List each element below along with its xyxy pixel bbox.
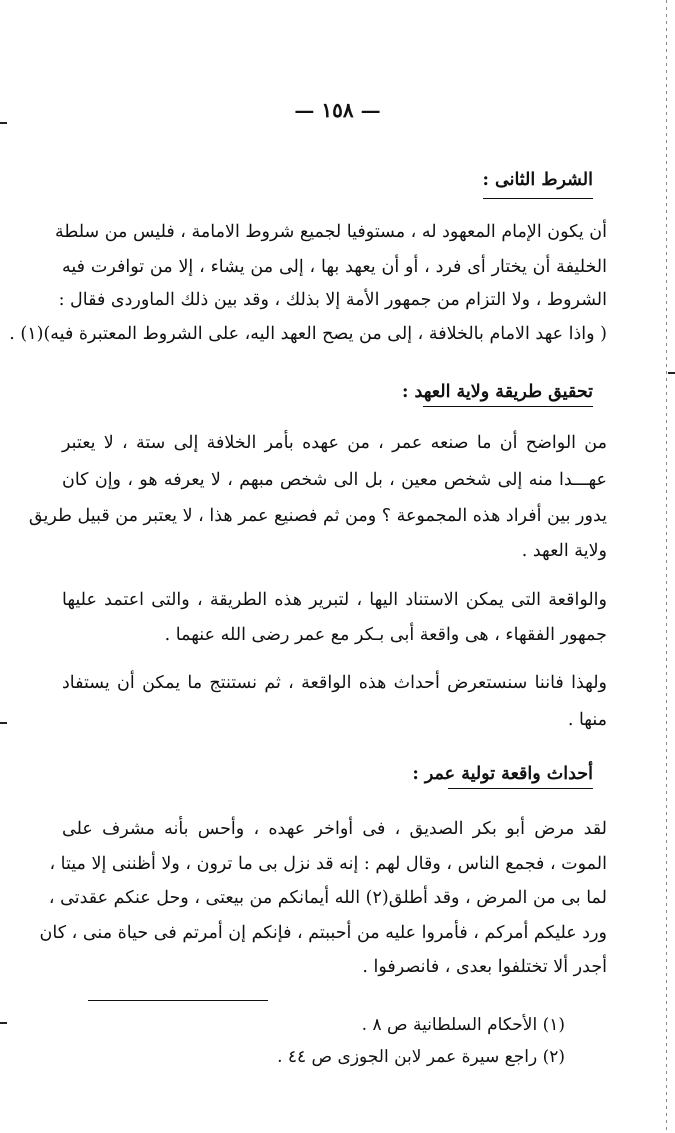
text-line: جمهور الفقهاء ، هى واقعة أبى بـكر مع عمر رضى الله عنهما . [164,625,607,645]
text-line: والواقعة التى يمكن الاستناد اليها ، لتبرير هذه الطريقة ، والتى اعتمد عليها [62,590,607,610]
footnote-separator [88,1000,268,1001]
section-heading: أحداث واقعة تولية عمر : [412,764,593,784]
text-line: ( واذا عهد الامام بالخلافة ، إلى من يصح العهد اليه، على الشروط المعتبرة فيه)(١) . [9,324,607,344]
text-line: لما بى من المرض ، وقد أطلق(٢) الله أيمانكم من بيعتى ، وحل عنكم عقدتى ، [48,888,607,908]
section-heading: الشرط الثانى : [482,170,593,190]
heading-underline [448,788,593,789]
text-line: ولاية العهد . [521,541,607,561]
text-line: يدور بين أفراد هذه المجموعة ؟ ومن ثم فصنيع عمر هذا ، لا يعتبر من قبيل طريق [28,506,607,526]
text-line: الخليفة أن يختار أى فرد ، أو أن يعهد بها ، إلى من يشاء ، إلا من توافرت فيه [62,257,607,277]
heading-underline [483,198,593,199]
footnote: (٢) راجع سيرة عمر لابن الجوزى ص ٤٤ . [277,1047,565,1067]
margin-mark [0,1022,7,1024]
text-line: أن يكون الإمام المعهود له ، مستوفيا لجميع شروط الامامة ، فليس من سلطة [54,222,607,242]
text-line: عهـــدا منه إلى شخص معين ، بل الى شخص مبهم ، لا يعرفه هو ، وإن كان [62,470,607,490]
footnote: (١) الأحكام السلطانية ص ٨ . [361,1015,565,1035]
text-line: الشروط ، ولا التزام من جمهور الأمة إلا بذلك ، وقد بين ذلك الماوردى فقال : [58,290,607,310]
text-line: الموت ، فجمع الناس ، وقال لهم : إنه قد نزل بى ما ترون ، ولا أظننى إلا ميتا ، [49,854,607,874]
text-line: أجدر ألا تختلفوا بعدى ، فانصرفوا . [362,957,607,977]
section-heading: تحقيق طريقة ولاية العهد : [402,382,593,402]
text-line: لقد مرض أبو بكر الصديق ، فى أواخر عهده ، وأحس بأنه مشرف على [62,819,607,839]
text-line: ولهذا فاننا سنستعرض أحداث هذه الواقعة ، ثم نستنتج ما يمكن أن يستفاد [62,673,607,693]
heading-underline [423,406,593,407]
margin-mark [668,372,675,374]
page-number: — ١٥٨ — [294,98,381,122]
margin-mark [0,722,7,724]
page-edge-dotted-line [666,0,667,1133]
margin-mark [0,122,7,124]
text-line: من الواضح أن ما صنعه عمر ، من عهده بأمر الخلافة إلى ستة ، لا يعتبر [62,433,607,453]
text-line: منها . [567,710,607,730]
text-line: ورد عليكم أمركم ، فأمروا عليه من أحببتم ، فإنكم إن أمرتم فى حياة منى ، كان [39,923,607,943]
